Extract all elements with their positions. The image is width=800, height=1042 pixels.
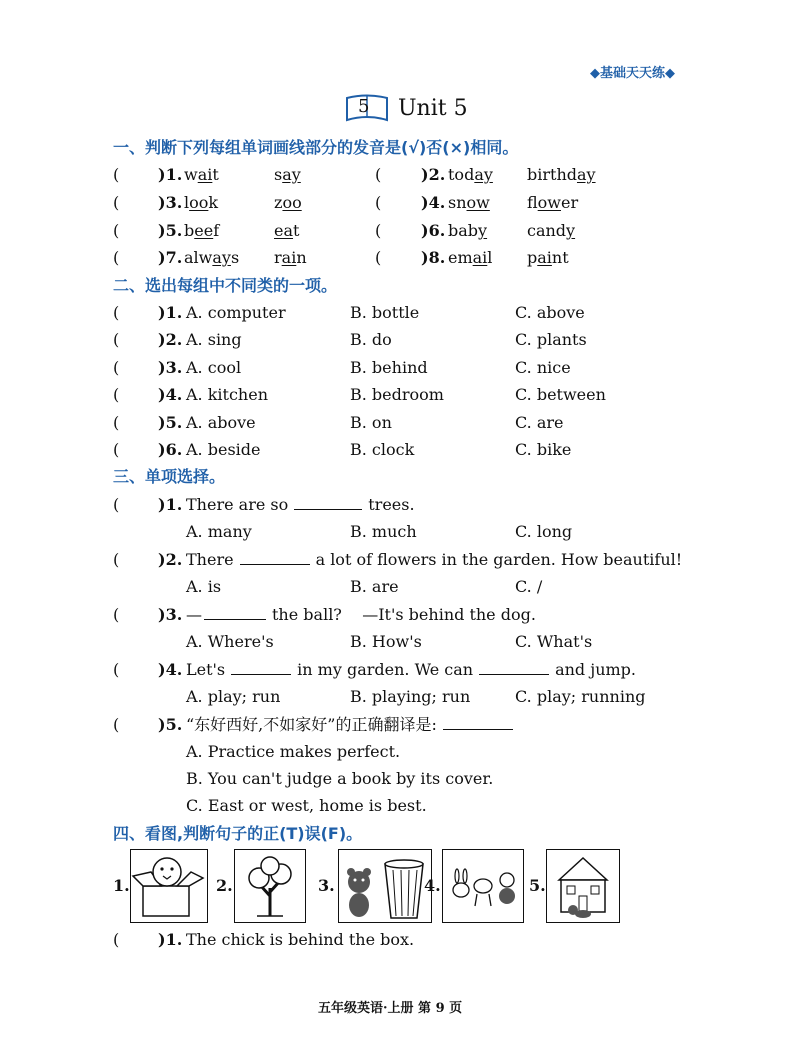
question-number: )3. [158,605,183,624]
section-4-title: 四、看图,判断句子的正(T)误(F)。 [113,824,363,843]
tree-icon [235,850,305,922]
paren-open: ( [113,550,120,569]
option-c: C. / [515,577,543,596]
picture-label-4: 4. [424,876,441,895]
word-2: candy [527,221,576,240]
bear-bin-icon [339,850,431,922]
question-stem: — the ball? —It's behind the dog. [186,605,536,624]
word-1: always [184,248,240,267]
question-stem: There are so trees. [186,495,415,514]
underlined-part: ay [282,165,301,184]
option-c: C. What's [515,632,593,651]
option-a: A. play; run [186,687,281,706]
option-b: B. behind [350,357,428,377]
paren-open: ( [113,715,120,734]
picture-label-2: 2. [216,876,233,895]
option-a: A. above [186,412,256,432]
picture-tree [234,849,306,923]
option-b: B. much [350,522,417,541]
question-number: )4. [158,660,183,679]
option-c: C. East or west, home is best. [186,796,427,815]
underlined-part: oo [189,193,209,212]
option-a: A. Practice makes perfect. [186,742,401,761]
underlined-part: ay [576,165,596,184]
question-number: )1. [158,930,183,949]
paren-open: ( [113,930,120,949]
word-2: say [274,165,301,184]
option-a: A. computer [186,303,286,322]
answer-blank[interactable] [294,495,362,510]
option-a: A. sing [186,330,242,350]
underlined-part: ai [281,248,297,267]
option-c: C. above [515,303,585,322]
word-1: look [184,193,219,212]
question-number: )5. [158,221,183,240]
paren-open: ( [113,660,120,679]
word-1: email [448,248,493,267]
underlined-part: ay [474,165,493,184]
question-number: )2. [421,165,446,184]
word-1: beef [184,221,220,240]
picture-chick-in-box [130,849,208,923]
option-c: C. long [515,522,573,541]
animals-icon [443,850,523,922]
question-number: )2. [158,550,183,569]
picture-label-3: 3. [318,876,335,895]
underlined-part: ee [194,221,214,240]
header-tag: ◆基础天天练◆ [590,66,675,81]
question-number: )3. [158,193,183,212]
question-number: )1. [158,495,183,514]
picture-house-with-dog [546,849,620,923]
option-a: A. kitchen [186,385,269,405]
paren-open[interactable]: ( [375,165,382,184]
option-c: C. play; running [515,687,646,706]
question-number: )2. [158,330,183,350]
unit-title: Unit 5 [398,96,468,121]
word-2: eat [274,221,300,240]
underlined-part: ai [537,248,552,267]
paren-open[interactable]: ( [375,221,382,240]
question-stem: “东好西好,不如家好”的正确翻译是: [186,715,519,735]
paren-open[interactable]: ( [375,248,382,267]
option-a: A. cool [186,357,242,377]
option-b: B. You can't judge a book by its cover. [186,769,494,788]
underlined-part: oo [282,193,302,212]
question-number: )6. [158,440,183,459]
question-number: )6. [421,221,446,240]
question-number: )1. [158,165,183,184]
question-number: )1. [158,303,183,322]
option-c: C. are [515,412,564,432]
unit-number: 5 [358,96,370,117]
paren-open[interactable]: ( [113,412,120,432]
underlined-part: ow [537,193,561,212]
underlined-part: y [478,221,488,240]
answer-blank[interactable] [231,660,291,675]
paren-open[interactable]: ( [375,193,382,212]
underlined-part: ai [472,248,488,267]
word-1: snow [448,193,490,212]
underlined-part: ai [197,165,213,184]
answer-blank[interactable] [204,605,266,620]
paren-open[interactable]: ( [113,330,120,350]
underlined-part: ow [466,193,490,212]
word-2: birthday [527,165,596,184]
answer-blank[interactable] [479,660,549,675]
option-b: B. bottle [350,303,420,322]
chick-box-icon [131,850,207,922]
option-b: B. clock [350,440,415,459]
question-number: )5. [158,715,183,734]
paren-open[interactable]: ( [113,303,120,322]
paren-open[interactable]: ( [113,193,120,212]
word-2: zoo [274,193,302,212]
underlined-part: ea [274,221,294,240]
word-2: rain [274,248,307,267]
word-2: paint [527,248,569,267]
question-text: The chick is behind the box. [186,930,415,949]
option-c: C. plants [515,330,587,350]
page-footer: 五年级英语·上册 第 9 页 [318,1001,463,1016]
section-2-title: 二、选出每组中不同类的一项。 [113,276,338,295]
paren-open[interactable]: ( [113,221,120,240]
picture-bear-and-bin [338,849,432,923]
picture-label-5: 5. [529,876,546,895]
house-dog-icon [547,850,619,922]
option-a: A. is [186,577,222,596]
answer-blank[interactable] [443,715,513,730]
paren-open[interactable]: ( [113,440,120,459]
question-number: )5. [158,412,183,432]
question-number: )7. [158,248,183,267]
picture-animals [442,849,524,923]
section-3-title: 三、单项选择。 [113,467,226,486]
question-number: )4. [421,193,446,212]
option-a: A. Where's [186,632,274,651]
word-1: baby [448,221,488,240]
option-b: B. playing; run [350,687,471,706]
picture-label-1: 1. [113,876,130,895]
section-1-title: 一、判断下列每组单词画线部分的发音是(√)否(×)相同。 [113,138,519,157]
word-1: wait [184,165,219,184]
option-b: B. on [350,412,392,432]
paren-open: ( [113,605,120,624]
paren-open[interactable]: ( [113,357,120,377]
option-b: B. do [350,330,392,350]
option-b: B. bedroom [350,385,444,405]
paren-open[interactable]: ( [113,385,120,405]
question-stem: Let's in my garden. We can and jump. [186,660,636,679]
word-1: today [448,165,493,184]
question-stem: There a lot of flowers in the garden. How beautiful! [186,550,683,569]
answer-blank[interactable] [240,550,310,565]
underlined-part: ay [212,248,231,267]
question-number: )4. [158,385,183,405]
underlined-part: y [566,221,576,240]
paren-open[interactable]: ( [113,165,120,184]
paren-open[interactable]: ( [113,248,120,267]
option-c: C. bike [515,440,572,459]
option-b: B. are [350,577,399,596]
question-number: )3. [158,357,183,377]
option-c: C. nice [515,357,571,377]
option-c: C. between [515,385,606,405]
option-a: A. many [186,522,252,541]
word-2: flower [527,193,579,212]
option-b: B. How's [350,632,422,651]
question-number: )8. [421,248,446,267]
paren-open: ( [113,495,120,514]
option-a: A. beside [186,440,261,459]
